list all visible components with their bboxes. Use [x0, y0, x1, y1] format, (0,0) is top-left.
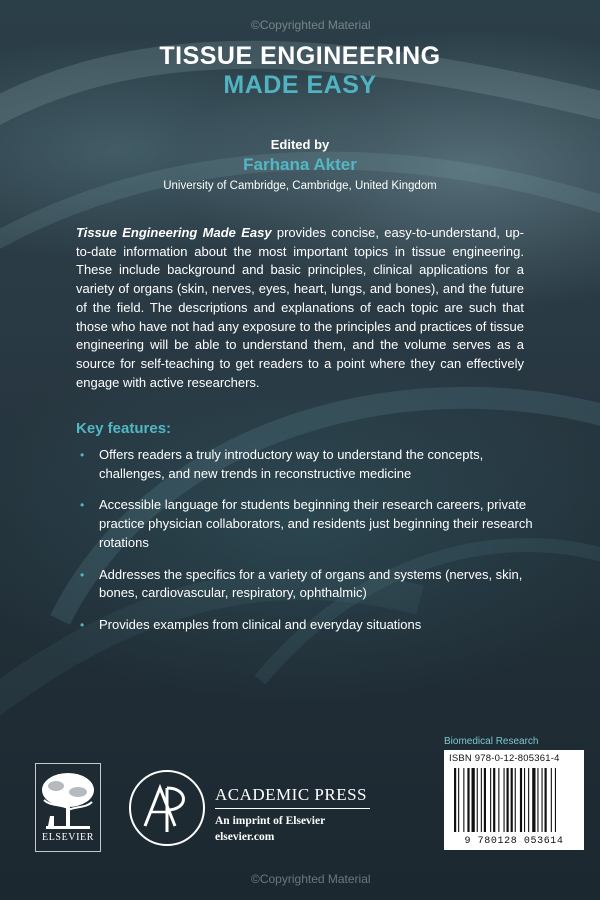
- description-book-title: Tissue Engineering Made Easy: [76, 225, 272, 240]
- bullet-icon: •: [80, 498, 85, 513]
- list-item: [80, 616, 540, 635]
- series-label: Biomedical Research: [444, 736, 539, 747]
- barcode-icon: [452, 768, 576, 834]
- key-features-heading: Key features:: [76, 420, 172, 437]
- key-features-list: [80, 446, 540, 648]
- isbn-text: ISBN 978-0-12-805361-4: [449, 753, 560, 764]
- editor-name: Farhana Akter: [243, 155, 357, 174]
- description-text: provides concise, easy-to-understand, up-to-date information about the most important topics in tissue engineering. These include background and basic principles, clinical applications for a variety of organs (skin, nerves, eyes, heart, lungs, and bones), and the future of the field. The descriptions and explanations of each topic are such that those who have not had any exposure to the principles and practices of tissue engineering will be able to understand them, and the volume serves as a source for self-teaching to get readers to a point where they can effectively engage with active researchers.: [76, 225, 524, 390]
- publisher-name: ACADEMIC PRESS: [215, 785, 368, 804]
- book-title-line2: MADE EASY: [223, 71, 377, 99]
- feature-text: Accessible language for students beginning their research careers, private practice physician collaborators, and residents just beginning their research rotations: [99, 497, 533, 550]
- feature-text: Addresses the specifics for a variety of organs and systems (nerves, skin, bones, cardiovascular, respiratory, ophthalmic): [99, 566, 523, 601]
- list-item: [80, 446, 540, 483]
- book-description: [76, 224, 524, 392]
- publisher-website: elsevier.com: [215, 831, 275, 843]
- publisher-divider: [215, 808, 370, 809]
- elsevier-name: ELSEVIER: [41, 832, 95, 843]
- feature-text: Offers readers a truly introductory way to understand the concepts, challenges, and new trends in reconstructive medicine: [99, 447, 484, 481]
- academic-press-logo-icon: [127, 768, 207, 848]
- edited-by-label: Edited by: [270, 137, 330, 152]
- elsevier-tree-icon: [36, 764, 100, 832]
- feature-text: Provides examples from clinical and everyday situations: [99, 616, 422, 632]
- publisher-imprint: An imprint of Elsevier: [215, 815, 326, 827]
- book-title-line1: TISSUE ENGINEERING: [159, 42, 441, 70]
- watermark-top: ©Copyrighted Material: [251, 18, 371, 32]
- barcode-number: 9 780128 053614: [464, 836, 564, 847]
- list-item: [80, 496, 540, 552]
- bullet-icon: •: [80, 567, 85, 582]
- editor-affiliation: University of Cambridge, Cambridge, United Kingdom: [163, 180, 437, 192]
- bullet-icon: •: [80, 617, 85, 632]
- watermark-bottom: ©Copyrighted Material: [251, 872, 371, 886]
- list-item: [80, 566, 540, 603]
- bullet-icon: •: [80, 448, 85, 462]
